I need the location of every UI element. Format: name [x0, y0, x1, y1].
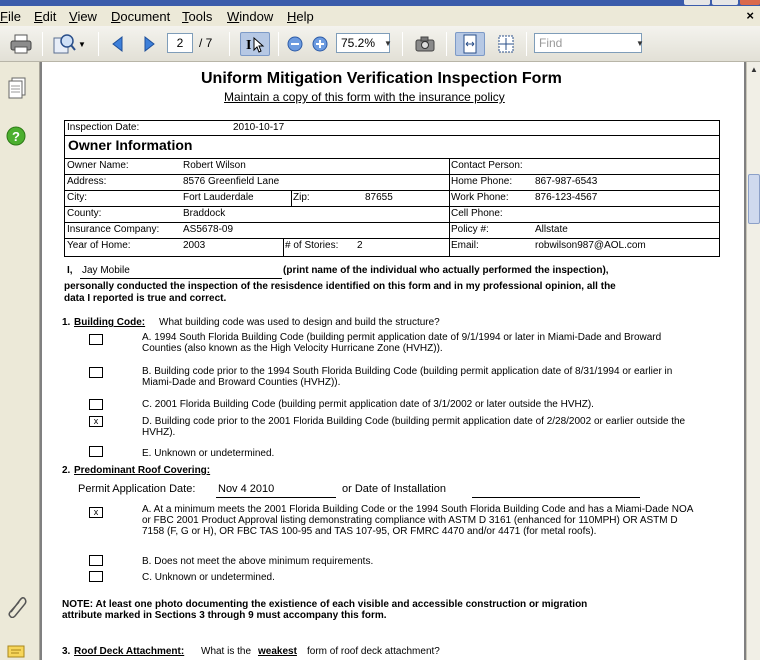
cert-line2: personally conducted the inspection of the resisdence identified on this form and in my professional opinion, all the: [64, 281, 616, 292]
svg-text:?: ?: [12, 129, 20, 144]
install-date-underline: [472, 497, 640, 498]
zoom-tool-icon[interactable]: ▼: [50, 32, 88, 56]
q2-option-c-text: C. Unknown or undetermined.: [142, 572, 275, 583]
cert-line1-tail: (print name of the individual who actually performed the inspection),: [283, 265, 609, 276]
home-phone-label: Home Phone:: [451, 176, 513, 187]
fit-width-icon[interactable]: [455, 32, 485, 56]
zip-value[interactable]: 87655: [365, 192, 393, 203]
zoom-out-icon[interactable]: [285, 32, 305, 56]
menu-window[interactable]: Window: [227, 9, 274, 24]
q2-number: 2.: [62, 465, 71, 476]
address-label: Address:: [67, 176, 107, 187]
inspection-date-value[interactable]: 2010-10-17: [233, 122, 285, 133]
vertical-scrollbar[interactable]: [746, 62, 760, 660]
menu-help[interactable]: Help: [287, 9, 314, 24]
navigation-panel: [0, 62, 40, 660]
menu-file[interactable]: File: [0, 9, 21, 24]
cell-phone-label: Cell Phone:: [451, 208, 503, 219]
permit-date-label: Permit Application Date:: [78, 483, 196, 495]
page-total: / 7: [199, 36, 213, 50]
permit-date-value[interactable]: Nov 4 2010: [218, 483, 275, 495]
q1-option-b-text: B. Building code prior to the 1994 South Florida Building Code (building permit application date of 8/31/1994 or earlier in Miami-Dade and Broward Counties (HVHZ)).: [142, 366, 673, 388]
q1-title: Building Code:: [74, 317, 146, 328]
email-value[interactable]: robwilson987@AOL.com: [535, 240, 646, 251]
zoom-in-icon[interactable]: [310, 32, 330, 56]
previous-page-icon[interactable]: [106, 32, 130, 56]
q1-option-e-checkbox[interactable]: [89, 446, 103, 457]
cert-i-label: I,: [67, 265, 73, 276]
minimize-button[interactable]: [684, 0, 710, 5]
q3-title: Roof Deck Attachment:: [74, 646, 185, 657]
q2-option-c-checkbox[interactable]: [89, 571, 103, 582]
document-view[interactable]: [40, 62, 746, 660]
print-icon[interactable]: [8, 32, 34, 56]
pdf-page: [42, 62, 744, 660]
find-input[interactable]: Find: [534, 33, 642, 53]
q2-title: Predominant Roof Covering:: [74, 465, 211, 476]
menu-tools[interactable]: Tools: [182, 9, 213, 24]
q2-option-b-checkbox[interactable]: [89, 555, 103, 566]
form-title: Uniform Mitigation Verification Inspection Form: [201, 70, 562, 87]
help-icon[interactable]: [6, 126, 28, 153]
next-page-icon[interactable]: [137, 32, 161, 56]
page-number-input[interactable]: 2: [167, 33, 193, 53]
owner-name-label: Owner Name:: [67, 160, 129, 171]
fit-page-icon[interactable]: [492, 32, 520, 56]
inspection-date-label: Inspection Date:: [67, 122, 140, 133]
insurance-company-label: Insurance Company:: [67, 224, 160, 235]
maximize-button[interactable]: [712, 0, 738, 5]
inspector-name-underline: [80, 278, 282, 279]
address-value[interactable]: 8576 Greenfield Lane: [183, 176, 280, 187]
q1-option-a-text: A. 1994 South Florida Building Code (building permit application date of 9/1/1994 or later in Miami-Dade and Broward Counties (also known as the High Velocity Hurricane Zone (HVHZ)).: [142, 332, 662, 354]
snapshot-camera-icon[interactable]: [412, 32, 438, 56]
q3-question-post: form of roof deck attachment?: [307, 646, 440, 657]
q2-option-a-text: A. At a minimum meets the 2001 Florida Building Code or the 1994 South Florida Building Code and has a Miami-Dade NOA or FBC 2001 Product Approval listing demonstrating compliance with ASTM D 3161 (enhanced for 110MPH) OR ASTM D 7158 (F, G or H), OR FBC TAS 100-95 and TAS 107-95, OR FMRC 4470 and/or 4471 (for metal roofs).: [142, 504, 693, 537]
q1-option-c-text: C. 2001 Florida Building Code (building permit application date of 3/1/2002 or later outside the HVHZ).: [142, 399, 594, 410]
city-label: City:: [67, 192, 87, 203]
scroll-thumb[interactable]: [748, 174, 760, 224]
scroll-up-arrow-icon[interactable]: ▲: [750, 65, 758, 74]
menu-edit[interactable]: Edit: [34, 9, 57, 24]
attachments-paperclip-icon[interactable]: [6, 594, 28, 623]
stories-label: # of Stories:: [285, 240, 339, 251]
q1-option-c-checkbox[interactable]: [89, 399, 103, 410]
year-of-home-value[interactable]: 2003: [183, 240, 206, 251]
menu-bar: [0, 6, 760, 26]
q1-option-e-text: E. Unknown or undetermined.: [142, 448, 275, 459]
county-label: County:: [67, 208, 102, 219]
svg-text:I: I: [246, 38, 252, 53]
zoom-level-field[interactable]: 75.2%: [336, 33, 390, 53]
inspector-name-field[interactable]: Jay Mobile: [82, 265, 130, 276]
photo-note: NOTE: At least one photo documenting the existience of each visible and accessible construction or migration attribute marked in Sections 3 through 9 must accompany this form.: [62, 599, 588, 621]
stories-value[interactable]: 2: [357, 240, 363, 251]
contact-person-label: Contact Person:: [451, 160, 523, 171]
q1-option-a-checkbox[interactable]: [89, 334, 103, 345]
cert-line3: data I reported is true and correct.: [64, 293, 227, 304]
form-subtitle: Maintain a copy of this form with the insurance policy: [224, 90, 505, 104]
email-label: Email:: [451, 240, 479, 251]
policy-label: Policy #:: [451, 224, 489, 235]
policy-value[interactable]: Allstate: [535, 224, 568, 235]
menu-document[interactable]: Document: [111, 9, 171, 24]
q3-question-emph: weakest: [258, 646, 297, 657]
pages-icon[interactable]: [6, 76, 28, 105]
zoom-dropdown-icon[interactable]: ▼: [384, 39, 392, 48]
owner-info-heading: Owner Information: [68, 137, 193, 153]
q1-option-d-text: D. Building code prior to the 2001 Florida Building Code (building permit application date of 2/28/2002 or earlier outside the HVHZ).: [142, 416, 686, 438]
menu-view[interactable]: View: [69, 9, 97, 24]
zip-label: Zip:: [293, 192, 310, 203]
q2-option-b-text: B. Does not meet the above minimum requirements.: [142, 556, 374, 567]
q2-option-a-checkbox[interactable]: x: [89, 507, 103, 518]
window-close-button[interactable]: [740, 0, 760, 5]
find-dropdown-icon[interactable]: ▼: [636, 39, 644, 48]
close-document-icon[interactable]: ×: [746, 8, 754, 23]
year-of-home-label: Year of Home:: [67, 240, 131, 251]
home-phone-value[interactable]: 867-987-6543: [535, 176, 598, 187]
q3-number: 3.: [62, 646, 71, 657]
select-text-tool-icon[interactable]: [240, 32, 270, 56]
q1-option-d-checkbox[interactable]: x: [89, 416, 103, 427]
work-phone-value[interactable]: 876-123-4567: [535, 192, 598, 203]
install-date-label: or Date of Installation: [342, 483, 446, 495]
q1-question: What building code was used to design and build the structure?: [159, 317, 440, 328]
county-value[interactable]: Braddock: [183, 208, 226, 219]
comments-icon[interactable]: [6, 644, 28, 660]
owner-name-value[interactable]: Robert Wilson: [183, 160, 246, 171]
q3-question-pre: What is the: [201, 646, 252, 657]
toolbar: [0, 26, 760, 62]
q1-number: 1.: [62, 317, 71, 328]
permit-date-underline: [216, 497, 336, 498]
city-value[interactable]: Fort Lauderdale: [183, 192, 254, 203]
insurance-company-value[interactable]: AS5678-09: [183, 224, 234, 235]
work-phone-label: Work Phone:: [451, 192, 509, 203]
q1-option-b-checkbox[interactable]: [89, 367, 103, 378]
